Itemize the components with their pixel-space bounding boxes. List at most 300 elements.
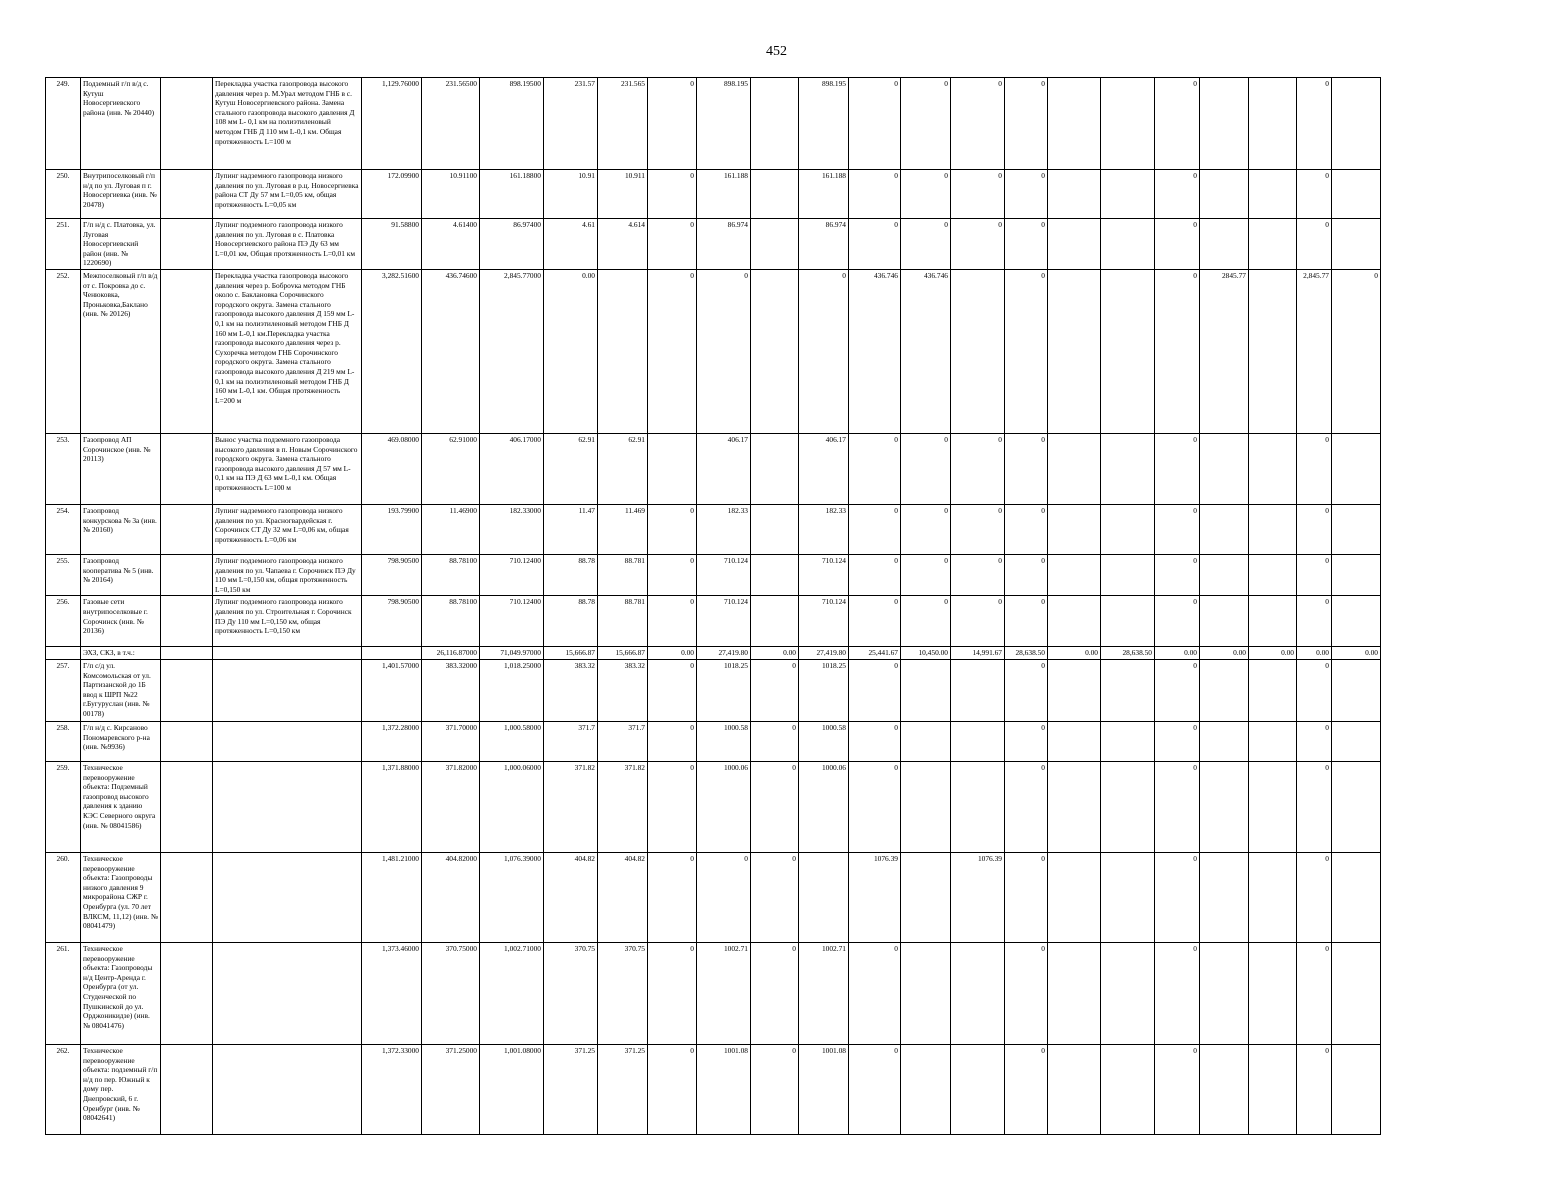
value-cell: 0 <box>1005 433 1048 504</box>
value-cell <box>1101 596 1155 647</box>
value-cell: 0 <box>648 852 697 942</box>
work-description-cell: Лупинг подземного газопровода низкого давления по ул. Строительная г. Сорочинск ПЭ Ду 110 мм L=0,150 км, общая протяженность L=0,150 км <box>213 596 362 647</box>
value-cell: 0 <box>849 659 901 721</box>
value-cell: 0 <box>1005 942 1048 1044</box>
value-cell: 0.00 <box>1249 647 1297 660</box>
value-cell: 0 <box>1297 78 1332 170</box>
value-cell <box>1048 1044 1101 1134</box>
row-number-cell: 250. <box>46 170 81 219</box>
value-cell <box>901 852 951 942</box>
value-cell <box>751 596 799 647</box>
value-cell <box>1101 942 1155 1044</box>
value-cell: 0 <box>1155 596 1200 647</box>
value-cell <box>1332 852 1381 942</box>
value-cell <box>1249 659 1297 721</box>
value-cell: 406.17000 <box>480 433 544 504</box>
row-number-cell: 259. <box>46 761 81 852</box>
value-cell: 88.78 <box>544 596 598 647</box>
value-cell <box>1332 721 1381 761</box>
value-cell: 371.70000 <box>422 721 480 761</box>
value-cell: 404.82 <box>598 852 648 942</box>
value-cell: 1,000.06000 <box>480 761 544 852</box>
value-cell <box>1048 721 1101 761</box>
object-name-cell: Г/п н/д с. Кирсаново Пономаревского р-на (инв. №9936) <box>81 721 161 761</box>
value-cell <box>1249 269 1297 433</box>
value-cell: 371.25 <box>544 1044 598 1134</box>
value-cell: 1,000.58000 <box>480 721 544 761</box>
empty-cell <box>161 219 213 270</box>
value-cell: 1076.39 <box>849 852 901 942</box>
value-cell <box>1101 78 1155 170</box>
value-cell: 0 <box>1297 659 1332 721</box>
value-cell <box>1200 78 1249 170</box>
value-cell <box>1200 721 1249 761</box>
value-cell <box>1101 504 1155 554</box>
value-cell: 383.32 <box>598 659 648 721</box>
value-cell <box>1101 433 1155 504</box>
table-row <box>46 647 1381 660</box>
value-cell <box>1332 433 1381 504</box>
value-cell: 0 <box>697 852 751 942</box>
value-cell: 0 <box>648 504 697 554</box>
value-cell: 0 <box>648 269 697 433</box>
value-cell: 28,638.50 <box>1005 647 1048 660</box>
value-cell: 2,845.77000 <box>480 269 544 433</box>
value-cell <box>751 269 799 433</box>
value-cell: 0 <box>1005 659 1048 721</box>
value-cell: 1000.06 <box>799 761 849 852</box>
object-name-cell: Техническое перевооружение объекта: Газопроводы низкого давления 9 микрорайона СЖР г. Оренбурга (ул. 70 лет ВЛКСМ, 11,12) (инв. № 08041479) <box>81 852 161 942</box>
value-cell <box>751 433 799 504</box>
value-cell <box>1249 721 1297 761</box>
empty-cell <box>161 852 213 942</box>
value-cell: 3,282.51600 <box>362 269 422 433</box>
value-cell: 0 <box>901 554 951 595</box>
empty-cell <box>161 761 213 852</box>
value-cell: 0 <box>1155 433 1200 504</box>
value-cell: 1,401.57000 <box>362 659 422 721</box>
work-description-cell: Лупинг подземного газопровода низкого давления по ул. Луговая в с. Платовка Новосергиевского района ПЭ Ду 63 мм L=0,01 км, Общая протяженность L=0,01 км <box>213 219 362 270</box>
value-cell: 0 <box>1297 219 1332 270</box>
value-cell <box>1101 721 1155 761</box>
value-cell: 0 <box>849 219 901 270</box>
value-cell: 0 <box>1005 219 1048 270</box>
value-cell <box>1048 219 1101 270</box>
value-cell: 88.78 <box>544 554 598 595</box>
value-cell: 710.124 <box>697 596 751 647</box>
value-cell: 383.32 <box>544 659 598 721</box>
value-cell: 88.78100 <box>422 554 480 595</box>
work-description-cell <box>213 721 362 761</box>
value-cell <box>1200 852 1249 942</box>
value-cell: 28,638.50 <box>1101 647 1155 660</box>
value-cell <box>901 942 951 1044</box>
value-cell: 370.75 <box>544 942 598 1044</box>
table-row <box>46 269 1381 433</box>
row-number-cell <box>46 647 81 660</box>
value-cell <box>1200 596 1249 647</box>
value-cell: 0 <box>1155 1044 1200 1134</box>
object-name-cell: Техническое перевооружение объекта: Газопроводы н/д Центр-Аренда г. Оренбурга (от ул. Студенческой по Пушкинской до ул. Орджоникидзе) (инв. № 08041476) <box>81 942 161 1044</box>
value-cell <box>1101 219 1155 270</box>
value-cell <box>1101 554 1155 595</box>
empty-cell <box>161 554 213 595</box>
value-cell: 0 <box>751 761 799 852</box>
value-cell: 1,002.71000 <box>480 942 544 1044</box>
value-cell: 0 <box>697 269 751 433</box>
value-cell: 371.82 <box>598 761 648 852</box>
value-cell: 88.781 <box>598 596 648 647</box>
value-cell: 0 <box>1005 269 1048 433</box>
value-cell <box>1200 1044 1249 1134</box>
value-cell: 0.00 <box>544 269 598 433</box>
row-number-cell: 256. <box>46 596 81 647</box>
row-number-cell: 255. <box>46 554 81 595</box>
table-row <box>46 1044 1381 1134</box>
value-cell: 0 <box>1155 554 1200 595</box>
value-cell <box>951 761 1005 852</box>
value-cell: 1,372.33000 <box>362 1044 422 1134</box>
work-description-cell <box>213 659 362 721</box>
value-cell <box>1249 852 1297 942</box>
value-cell: 0 <box>1005 554 1048 595</box>
object-name-cell: Г/п н/д с. Платовка, ул. Луговая Новосергиевский район (инв. № 1220690) <box>81 219 161 270</box>
value-cell: 710.12400 <box>480 596 544 647</box>
empty-cell <box>161 647 213 660</box>
row-number-cell: 257. <box>46 659 81 721</box>
value-cell <box>1048 433 1101 504</box>
value-cell: 193.79900 <box>362 504 422 554</box>
value-cell <box>598 269 648 433</box>
value-cell: 0 <box>849 170 901 219</box>
object-name-cell: Подземный г/п в/д с. Кутуш Новосергиевского района (инв. № 20440) <box>81 78 161 170</box>
value-cell: 71,049.97000 <box>480 647 544 660</box>
empty-cell <box>161 78 213 170</box>
empty-cell <box>161 269 213 433</box>
empty-cell <box>161 721 213 761</box>
value-cell <box>362 647 422 660</box>
value-cell <box>951 659 1005 721</box>
value-cell: 27,419.80 <box>697 647 751 660</box>
value-cell: 182.33000 <box>480 504 544 554</box>
value-cell <box>1048 852 1101 942</box>
value-cell <box>1200 659 1249 721</box>
work-description-cell: Перекладка участка газопровода высокого давления через р. М.Урал методом ГНБ в с. Кутуш Новосергиевского района. Замена стального газопровода высокого давления Д 108 мм L- 0,1 км на полиэтиленовый методом ГНБ Д 110 мм L-0,1 км. Общая протяженность L=100 м <box>213 78 362 170</box>
value-cell: 0 <box>751 852 799 942</box>
value-cell <box>1101 761 1155 852</box>
value-cell: 25,441.67 <box>849 647 901 660</box>
value-cell: 14,991.67 <box>951 647 1005 660</box>
value-cell: 10.91100 <box>422 170 480 219</box>
value-cell: 0.00 <box>1332 647 1381 660</box>
value-cell: 27,419.80 <box>799 647 849 660</box>
value-cell <box>751 78 799 170</box>
value-cell <box>1200 219 1249 270</box>
value-cell: 86.974 <box>799 219 849 270</box>
row-number-cell: 254. <box>46 504 81 554</box>
value-cell: 0 <box>1297 852 1332 942</box>
value-cell <box>951 1044 1005 1134</box>
value-cell <box>1048 78 1101 170</box>
value-cell: 182.33 <box>799 504 849 554</box>
value-cell: 0 <box>1005 596 1048 647</box>
empty-cell <box>161 504 213 554</box>
table-row <box>46 554 1381 595</box>
value-cell: 1,076.39000 <box>480 852 544 942</box>
value-cell: 436.74600 <box>422 269 480 433</box>
value-cell: 161.188 <box>697 170 751 219</box>
value-cell <box>1249 504 1297 554</box>
table-row <box>46 433 1381 504</box>
value-cell <box>1048 942 1101 1044</box>
value-cell: 0.00 <box>1048 647 1101 660</box>
value-cell <box>1332 554 1381 595</box>
value-cell: 4.61400 <box>422 219 480 270</box>
value-cell: 0 <box>1005 1044 1048 1134</box>
value-cell <box>1332 504 1381 554</box>
value-cell <box>1200 504 1249 554</box>
table-row <box>46 659 1381 721</box>
object-name-cell: Газопровод конкурскова № 3а (инв. № 20160) <box>81 504 161 554</box>
value-cell: 371.7 <box>598 721 648 761</box>
value-cell: 0 <box>901 78 951 170</box>
value-cell <box>1048 170 1101 219</box>
table-row <box>46 504 1381 554</box>
table-row <box>46 942 1381 1044</box>
value-cell <box>1048 761 1101 852</box>
value-cell: 0 <box>1005 78 1048 170</box>
value-cell: 0 <box>751 659 799 721</box>
value-cell: 436.746 <box>849 269 901 433</box>
value-cell: 0.00 <box>1297 647 1332 660</box>
value-cell: 10.91 <box>544 170 598 219</box>
value-cell: 10.911 <box>598 170 648 219</box>
value-cell <box>1101 1044 1155 1134</box>
value-cell: 0 <box>648 942 697 1044</box>
table-row <box>46 596 1381 647</box>
row-number-cell: 261. <box>46 942 81 1044</box>
value-cell <box>648 433 697 504</box>
value-cell <box>751 170 799 219</box>
value-cell <box>1332 78 1381 170</box>
value-cell: 0 <box>648 219 697 270</box>
value-cell: 0 <box>1155 942 1200 1044</box>
value-cell: 0 <box>951 433 1005 504</box>
value-cell: 1,372.28000 <box>362 721 422 761</box>
value-cell: 0 <box>1297 433 1332 504</box>
value-cell: 0 <box>951 78 1005 170</box>
value-cell <box>951 269 1005 433</box>
value-cell <box>1332 596 1381 647</box>
value-cell <box>1200 170 1249 219</box>
table-row <box>46 170 1381 219</box>
value-cell: 0 <box>1297 1044 1332 1134</box>
value-cell <box>951 721 1005 761</box>
value-cell: 0 <box>1155 504 1200 554</box>
value-cell: 0 <box>849 596 901 647</box>
value-cell <box>1249 78 1297 170</box>
work-description-cell <box>213 761 362 852</box>
value-cell: 1,001.08000 <box>480 1044 544 1134</box>
value-cell: 0 <box>901 170 951 219</box>
table-row <box>46 721 1381 761</box>
work-description-cell <box>213 647 362 660</box>
value-cell <box>901 659 951 721</box>
value-cell: 469.08000 <box>362 433 422 504</box>
value-cell: 15,666.87 <box>598 647 648 660</box>
value-cell: 0 <box>901 433 951 504</box>
value-cell: 26,116.87000 <box>422 647 480 660</box>
value-cell: 161.188 <box>799 170 849 219</box>
value-cell: 383.32000 <box>422 659 480 721</box>
value-cell: 2845.77 <box>1200 269 1249 433</box>
value-cell: 1001.08 <box>799 1044 849 1134</box>
object-name-cell: Г/п с/д ул. Комсомольская от ул. Партизанской до 1Б ввод к ШРП №22 г.Бугуруслан (инв. № 00178) <box>81 659 161 721</box>
value-cell: 0 <box>849 78 901 170</box>
value-cell <box>1249 596 1297 647</box>
value-cell: 0 <box>1297 761 1332 852</box>
value-cell: 0.00 <box>1155 647 1200 660</box>
value-cell: 436.746 <box>901 269 951 433</box>
value-cell: 1000.58 <box>697 721 751 761</box>
value-cell: 0 <box>1332 269 1381 433</box>
value-cell: 404.82 <box>544 852 598 942</box>
value-cell: 62.91 <box>544 433 598 504</box>
value-cell <box>1249 942 1297 1044</box>
value-cell: 0 <box>1297 721 1332 761</box>
value-cell: 0 <box>849 554 901 595</box>
row-number-cell: 253. <box>46 433 81 504</box>
value-cell: 172.09900 <box>362 170 422 219</box>
value-cell: 231.565 <box>598 78 648 170</box>
value-cell: 0 <box>648 78 697 170</box>
value-cell: 1018.25 <box>799 659 849 721</box>
value-cell: 406.17 <box>697 433 751 504</box>
value-cell: 0 <box>1297 554 1332 595</box>
work-description-cell: Перекладка участка газопровода высокого давления через р. Боброvка методом ГНБ около с. Баклановка Сорочинского городского округа. Замена стального газопровода высокого давления Д 159 мм L- 0,1 км на полиэтиленовый методом ГНБ Д 160 мм L-0,1 км.Перекладка участка газопровода высокого давления через р. Сухоречка методом ГНБ Сорочинского городского округа. Замена стального газопровода высокого давления Д 219 мм L- 0,1 км на полиэтиленовый методом ГНБ Д 160 мм L-0,1 км. Общая протяженность L=200 м <box>213 269 362 433</box>
value-cell: 0 <box>1005 504 1048 554</box>
value-cell: 0 <box>648 761 697 852</box>
value-cell <box>1249 219 1297 270</box>
value-cell <box>951 942 1005 1044</box>
value-cell: 62.91 <box>598 433 648 504</box>
work-description-cell: Вынос участка подземного газопровода высокого давления в п. Новым Сорочинского городского округа. Замена стального газопровода высокого давления Д 57 мм L- 0,1 км на ПЭ Д 63 мм L-0,1 км. Общая протяженность L=100 м <box>213 433 362 504</box>
object-name-cell: Газопровод кооператива № 5 (инв. № 20164) <box>81 554 161 595</box>
value-cell <box>901 1044 951 1134</box>
row-number-cell: 260. <box>46 852 81 942</box>
value-cell: 0 <box>648 659 697 721</box>
value-cell <box>901 721 951 761</box>
value-cell: 371.25 <box>598 1044 648 1134</box>
value-cell: 0 <box>648 554 697 595</box>
value-cell: 0 <box>1155 761 1200 852</box>
value-cell <box>1048 659 1101 721</box>
value-cell: 0 <box>1005 721 1048 761</box>
object-name-cell: Газопровод АП Сорочинское (инв. № 20113) <box>81 433 161 504</box>
value-cell <box>1249 170 1297 219</box>
value-cell: 0 <box>1297 504 1332 554</box>
value-cell <box>1200 554 1249 595</box>
value-cell <box>1200 761 1249 852</box>
value-cell: 1076.39 <box>951 852 1005 942</box>
value-cell: 798.90500 <box>362 554 422 595</box>
object-name-cell: Межпоселковый г/п в/д от с. Покровка до с. Ченюковка, Проньковка,Баклано (инв. № 20126) <box>81 269 161 433</box>
object-name-cell: Внутрипоселковый г/п н/д по ул. Луговая п г. Новосергиевка (инв. № 20478) <box>81 170 161 219</box>
value-cell: 0.00 <box>648 647 697 660</box>
table-row <box>46 761 1381 852</box>
value-cell <box>1101 852 1155 942</box>
row-number-cell: 251. <box>46 219 81 270</box>
value-cell: 710.12400 <box>480 554 544 595</box>
page-number: 452 <box>766 44 787 59</box>
value-cell <box>1200 942 1249 1044</box>
work-description-cell: Лупинг подземного газопровода низкого давления по ул. Чапаева г. Сорочинск ПЭ Ду 110 мм L=0,150 км, общая протяженность L=0,150 км <box>213 554 362 595</box>
value-cell: 0.00 <box>751 647 799 660</box>
value-cell <box>1101 269 1155 433</box>
value-cell: 62.91000 <box>422 433 480 504</box>
work-description-cell <box>213 1044 362 1134</box>
value-cell: 798.90500 <box>362 596 422 647</box>
value-cell: 898.195 <box>799 78 849 170</box>
value-cell <box>1048 554 1101 595</box>
value-cell <box>751 504 799 554</box>
value-cell: 898.19500 <box>480 78 544 170</box>
value-cell: 0 <box>901 504 951 554</box>
work-description-cell <box>213 852 362 942</box>
value-cell <box>1048 504 1101 554</box>
work-description-cell: Лупинг надземного газопровода низкого давления по ул. Красногвардейская г. Сорочинск СТ Ду 32 мм L=0,06 км, общая протяженность L=0,06 км <box>213 504 362 554</box>
value-cell: 0 <box>951 219 1005 270</box>
value-cell: 4.61 <box>544 219 598 270</box>
value-cell <box>1249 1044 1297 1134</box>
value-cell: 88.78100 <box>422 596 480 647</box>
value-cell: 1002.71 <box>799 942 849 1044</box>
value-cell: 0 <box>849 1044 901 1134</box>
value-cell: 0 <box>751 1044 799 1134</box>
value-cell <box>1332 1044 1381 1134</box>
table-row <box>46 852 1381 942</box>
empty-cell <box>161 942 213 1044</box>
value-cell: 231.57 <box>544 78 598 170</box>
value-cell: 371.82 <box>544 761 598 852</box>
value-cell: 710.124 <box>799 554 849 595</box>
value-cell <box>1249 433 1297 504</box>
value-cell: 0 <box>1155 219 1200 270</box>
row-number-cell: 249. <box>46 78 81 170</box>
empty-cell <box>161 659 213 721</box>
value-cell: 0 <box>1005 852 1048 942</box>
value-cell: 404.82000 <box>422 852 480 942</box>
value-cell: 91.58800 <box>362 219 422 270</box>
value-cell: 1,373.46000 <box>362 942 422 1044</box>
value-cell: 1,371.88000 <box>362 761 422 852</box>
value-cell: 0 <box>849 433 901 504</box>
value-cell: 88.781 <box>598 554 648 595</box>
value-cell: 0 <box>901 596 951 647</box>
value-cell: 710.124 <box>799 596 849 647</box>
value-cell: 161.18800 <box>480 170 544 219</box>
value-cell: 371.82000 <box>422 761 480 852</box>
value-cell: 0 <box>1155 852 1200 942</box>
value-cell: 1,481.21000 <box>362 852 422 942</box>
value-cell: 2,845.77 <box>1297 269 1332 433</box>
value-cell: 0 <box>648 1044 697 1134</box>
value-cell: 4.614 <box>598 219 648 270</box>
value-cell: 0 <box>849 761 901 852</box>
value-cell <box>1332 219 1381 270</box>
table-row <box>46 219 1381 270</box>
work-description-cell <box>213 942 362 1044</box>
